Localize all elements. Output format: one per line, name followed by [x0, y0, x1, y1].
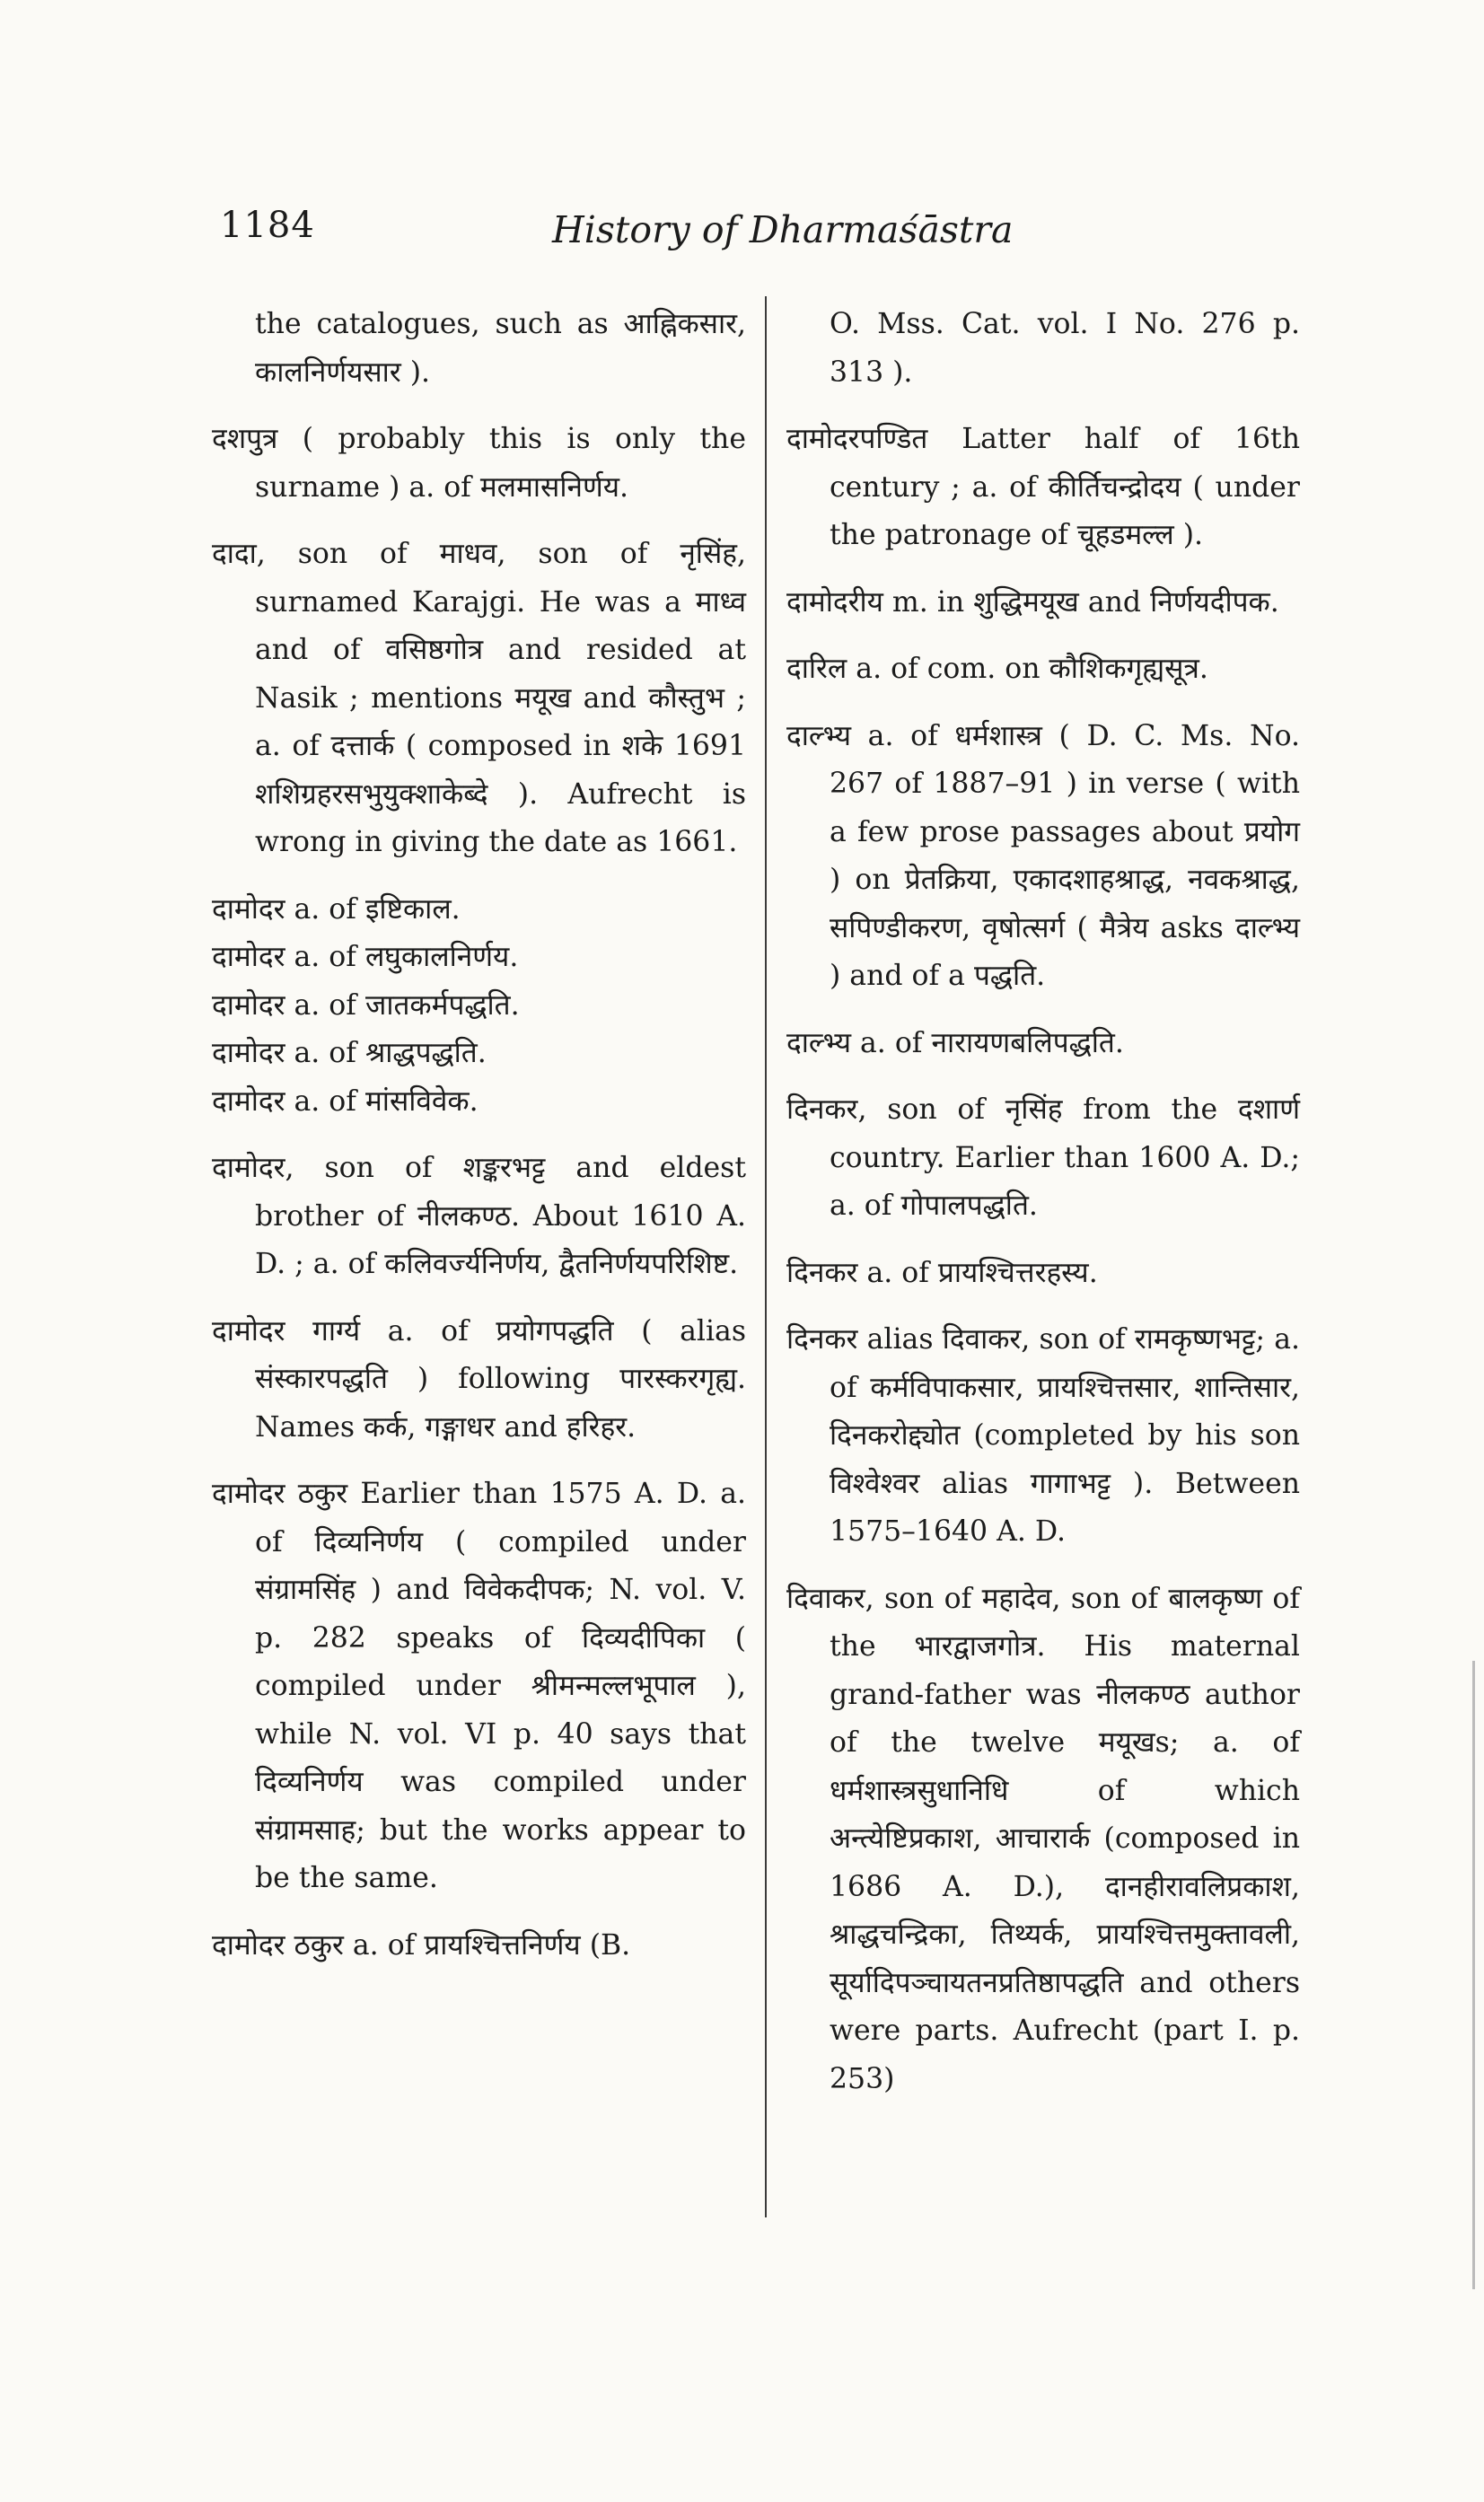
running-title: History of Dharmaśāstra	[552, 208, 1014, 251]
right-column	[786, 301, 1300, 2122]
page-number: 1184	[220, 205, 315, 246]
entry-damodara-3: दामोदर a. of जातकर्मपद्धति.	[212, 988, 520, 1022]
entry-damodarapandita: दामोदरपण्डित Latter half of 16th century ; a. of कीर्तिचन्द्रोदय ( under the patronage of चूहडमल्ल ).	[786, 423, 1300, 551]
entry-damodara-thakkura-2: दामोदर ठकुर a. of प्रायश्चित्तनिर्णय (B.	[212, 1928, 631, 1962]
entry-dalbhya-1: दाल्भ्य a. of धर्मशास्त्र ( D. C. Ms. No. 267 of 1887–91 ) in verse ( with a few prose passages about प्रयोग ) on प्रेतक्रिया, एकादशाहश्राद्ध, नवकश्राद्ध, सपिण्डीकरण, वृषोत्सर्ग ( मैत्रेय asks दाल्भ्य ) and of a पद्धति.	[786, 719, 1300, 992]
entry-damodara-1: दामोदर a. of इष्टिकाल.	[212, 892, 461, 926]
column-divider	[765, 296, 767, 2217]
entry-darila: दारिल a. of com. on कौशिकगृह्यसूत्र.	[786, 653, 1208, 685]
entry-damodara-4: दामोदर a. of श्राद्धपद्धति.	[212, 1037, 487, 1069]
entry-damodariya: दामोदरीय m. in शुद्धिमयूख and निर्णयदीपक.	[786, 585, 1279, 619]
left-column	[212, 301, 746, 1988]
entry-damodara-2: दामोदर a. of लघुकालनिर्णय.	[212, 941, 519, 973]
entry-continuation: the catalogues, such as आह्निकसार, कालनिर्णयसार ).	[255, 308, 746, 389]
entry-dinakara-3: दिनकर alias दिवाकर, son of रामकृष्णभट्ट; a. of कर्मविपाकसार, प्रायश्चित्तसार, शान्तिसार, दिनकरोद्द्योत (completed by his son विश्वेश्वर alias गागाभट्ट ). Between 1575–1640 A. D.	[786, 1323, 1300, 1548]
page-edge-mark	[1472, 1661, 1475, 2289]
entry-damodara-gargya: दामोदर गार्ग्य a. of प्रयोगपद्धति ( alias संस्कारपद्धति ) following पारस्करगृह्य. Names कर्क, गङ्गाधर and हरिहर.	[212, 1314, 746, 1444]
entry-dada: दादा, son of माधव, son of नृसिंह, surnamed Karajgi. He was a माध्व and of वसिष्ठगोत्र and resided at Nasik ; mentions मयूख and कौस्तुभ ; a. of दत्तार्क ( composed in शके 1691 शशिग्रहरसभुयुक्शाकेब्दे ). Aufrecht is wrong in giving the date as 1661.	[212, 538, 746, 858]
entry-dashaputra: दशपुत्र ( probably this is only the surname ) a. of मलमासनिर्णय.	[212, 423, 746, 504]
entry-damodara-thakkura: दामोदर ठकुर Earlier than 1575 A. D. a. of दिव्यनिर्णय ( compiled under संग्रामसिंह ) and विवेकदीपक; N. vol. V. p. 282 speaks of दिव्यदीपिका ( compiled under श्रीमन्मल्लभूपाल ), while N. vol. VI p. 40 says that दिव्यनिर्णय was compiled under संग्रामसाह; but the works appear to be the same.	[212, 1478, 746, 1894]
entry-continuation: O. Mss. Cat. vol. I No. 276 p. 313 ).	[830, 308, 1300, 389]
entry-divakara: दिवाकर, son of महादेव, son of बालकृष्ण of the भारद्वाजगोत्र. His maternal grand-father was नीलकण्ठ author of the twelve मयूखs; a. of धर्मशास्त्रसुधानिधि of which अन्त्येष्टिप्रकाश, आचारार्क (composed in 1686 A. D.), दानहीरावलिप्रकाश, श्राद्धचन्द्रिका, तिथ्यर्क, प्रायश्चित्तमुक्तावली, सूर्यादिपञ्चायतनप्रतिष्ठापद्धति and others were parts. Aufrecht (part I. p. 253)	[786, 1582, 1300, 2095]
entry-damodara-5: दामोदर a. of मांसविवेक.	[212, 1084, 479, 1118]
entry-damodara-son-of-shankarabhatta: दामोदर, son of शङ्करभट्ट and eldest brother of नीलकण्ठ. About 1610 A. D. ; a. of कलिवर्ज्यनिर्णय, द्वैतनिर्णयपरिशिष्ट.	[212, 1152, 746, 1280]
entry-dinakara-1: दिनकर, son of नृसिंह from the दशार्ण country. Earlier than 1600 A. D.; a. of गोपालपद्धति.	[786, 1093, 1300, 1222]
entry-dalbhya-2: दाल्भ्य a. of नारायणबलिपद्धति.	[786, 1026, 1124, 1059]
entry-dinakara-2: दिनकर a. of प्रायश्चित्तरहस्य.	[786, 1256, 1098, 1289]
